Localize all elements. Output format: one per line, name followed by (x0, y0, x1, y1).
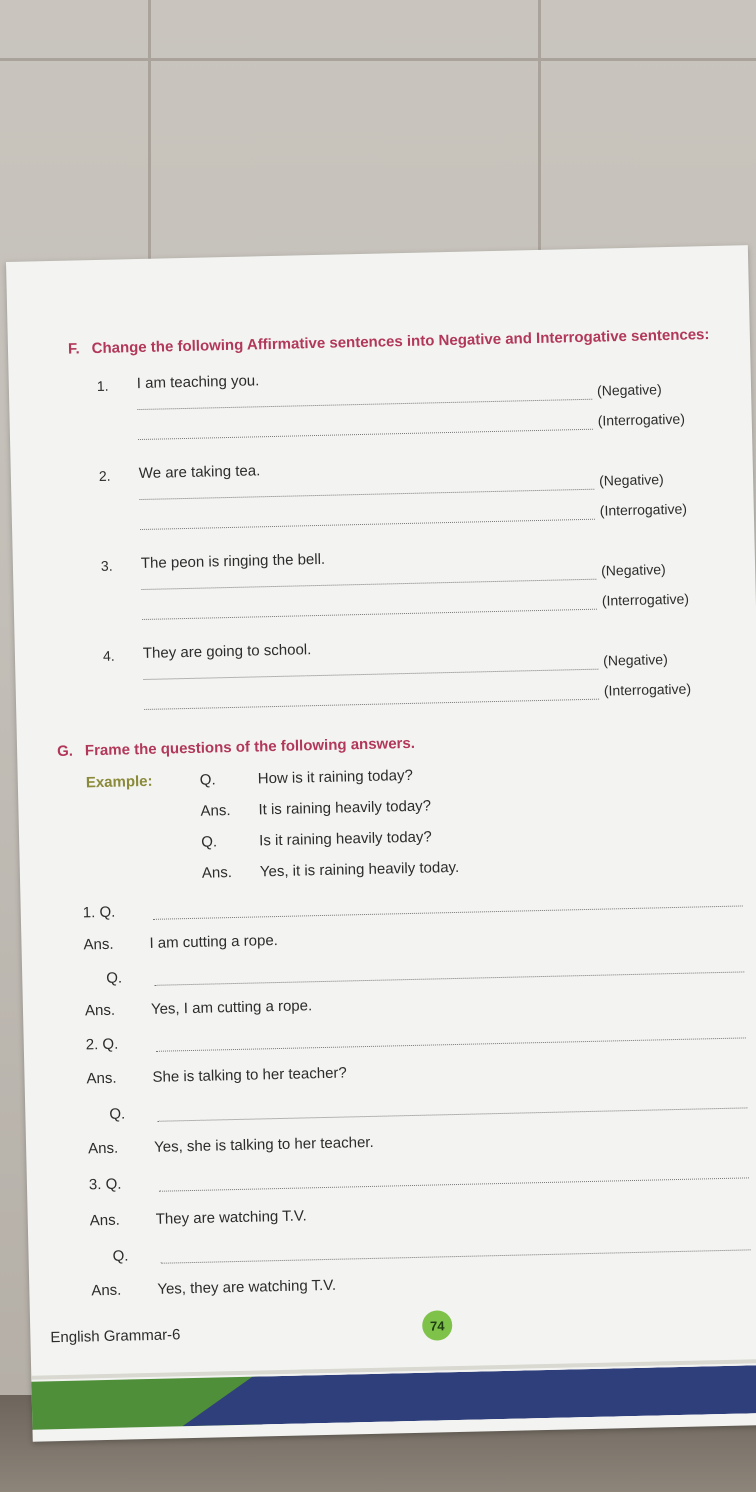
item-sentence: We are taking tea. (138, 462, 261, 483)
ans-text: Yes, they are watching T.V. (157, 1276, 337, 1298)
example-q-label: Q. (199, 771, 216, 789)
example-q-text: Is it raining heavily today? (259, 828, 432, 850)
example-q-label: Q. (201, 833, 218, 851)
page-number: 74 (429, 1317, 445, 1334)
answer-line[interactable] (143, 669, 598, 680)
item-number: 2. (98, 467, 111, 484)
negative-tag: (Negative) (603, 651, 668, 669)
answer-line[interactable] (142, 609, 597, 620)
ans-label: Ans. (87, 1139, 119, 1158)
answer-line[interactable] (144, 699, 599, 710)
ans-label: Ans. (83, 935, 114, 954)
example-ans-text: Yes, it is raining heavily today. (259, 858, 460, 881)
ans-text: I am cutting a rope. (149, 932, 279, 952)
tile-seam (0, 58, 756, 61)
q-label: 3. Q. (88, 1175, 122, 1194)
section-f-heading (68, 326, 710, 358)
item-number: 3. (100, 557, 113, 574)
ans-label: Ans. (89, 1211, 120, 1230)
ans-text: Yes, she is talking to her teacher. (153, 1133, 374, 1156)
answer-line[interactable] (139, 489, 594, 500)
interrogative-tag: (Interrogative) (601, 590, 690, 609)
negative-tag: (Negative) (600, 561, 666, 579)
negative-tag: (Negative) (596, 381, 662, 399)
item-sentence: The peon is ringing the bell. (140, 550, 326, 573)
ans-label: Ans. (84, 1001, 116, 1020)
answer-line[interactable] (156, 1037, 746, 1051)
item-number: 1. (96, 377, 109, 394)
answer-line[interactable] (138, 429, 593, 440)
item-number: 4. (102, 647, 115, 664)
tile-seam (538, 0, 541, 270)
ans-label: Ans. (86, 1069, 117, 1088)
section-letter: G. (56, 742, 74, 760)
section-title: Change the following Affirmative sentences into Negative and Interrogative sentences: (91, 326, 710, 358)
example-q-text: How is it raining today? (257, 766, 414, 788)
answer-line[interactable] (159, 1177, 749, 1191)
ans-text: Yes, I am cutting a rope. (150, 997, 313, 1018)
example-ans-label: Ans. (201, 864, 233, 882)
answer-line[interactable] (158, 1107, 748, 1121)
ans-label: Ans. (91, 1281, 122, 1300)
item-sentence: I am teaching you. (136, 372, 260, 393)
interrogative-tag: (Interrogative) (597, 410, 686, 429)
page-number-badge (422, 1310, 453, 1341)
tile-seam (148, 0, 151, 270)
workbook-page (6, 245, 756, 1442)
q-label: Q. (106, 969, 123, 987)
answer-line[interactable] (161, 1249, 751, 1263)
answer-line[interactable] (140, 519, 595, 530)
answer-line[interactable] (153, 905, 743, 919)
example-ans-label: Ans. (200, 802, 231, 820)
item-sentence: They are going to school. (142, 641, 312, 662)
example-label: Example: (85, 772, 153, 792)
interrogative-tag: (Interrogative) (599, 500, 688, 519)
section-letter: F. (67, 340, 80, 358)
section-g-heading (57, 735, 415, 760)
answer-line[interactable] (154, 971, 744, 985)
ans-text: They are watching T.V. (155, 1207, 307, 1228)
interrogative-tag: (Interrogative) (603, 680, 692, 699)
q-label: Q. (112, 1247, 129, 1265)
section-title: Frame the questions of the following answers. (84, 734, 416, 760)
negative-tag: (Negative) (598, 471, 664, 489)
answer-line[interactable] (141, 579, 596, 590)
ans-text: She is talking to her teacher? (152, 1064, 347, 1086)
answer-line[interactable] (137, 399, 592, 410)
book-title: English Grammar-6 (50, 1326, 181, 1347)
q-label: Q. (109, 1105, 126, 1123)
example-ans-text: It is raining heavily today? (258, 797, 432, 819)
q-label: 2. Q. (85, 1035, 119, 1054)
q-label: 1. Q. (82, 903, 116, 922)
